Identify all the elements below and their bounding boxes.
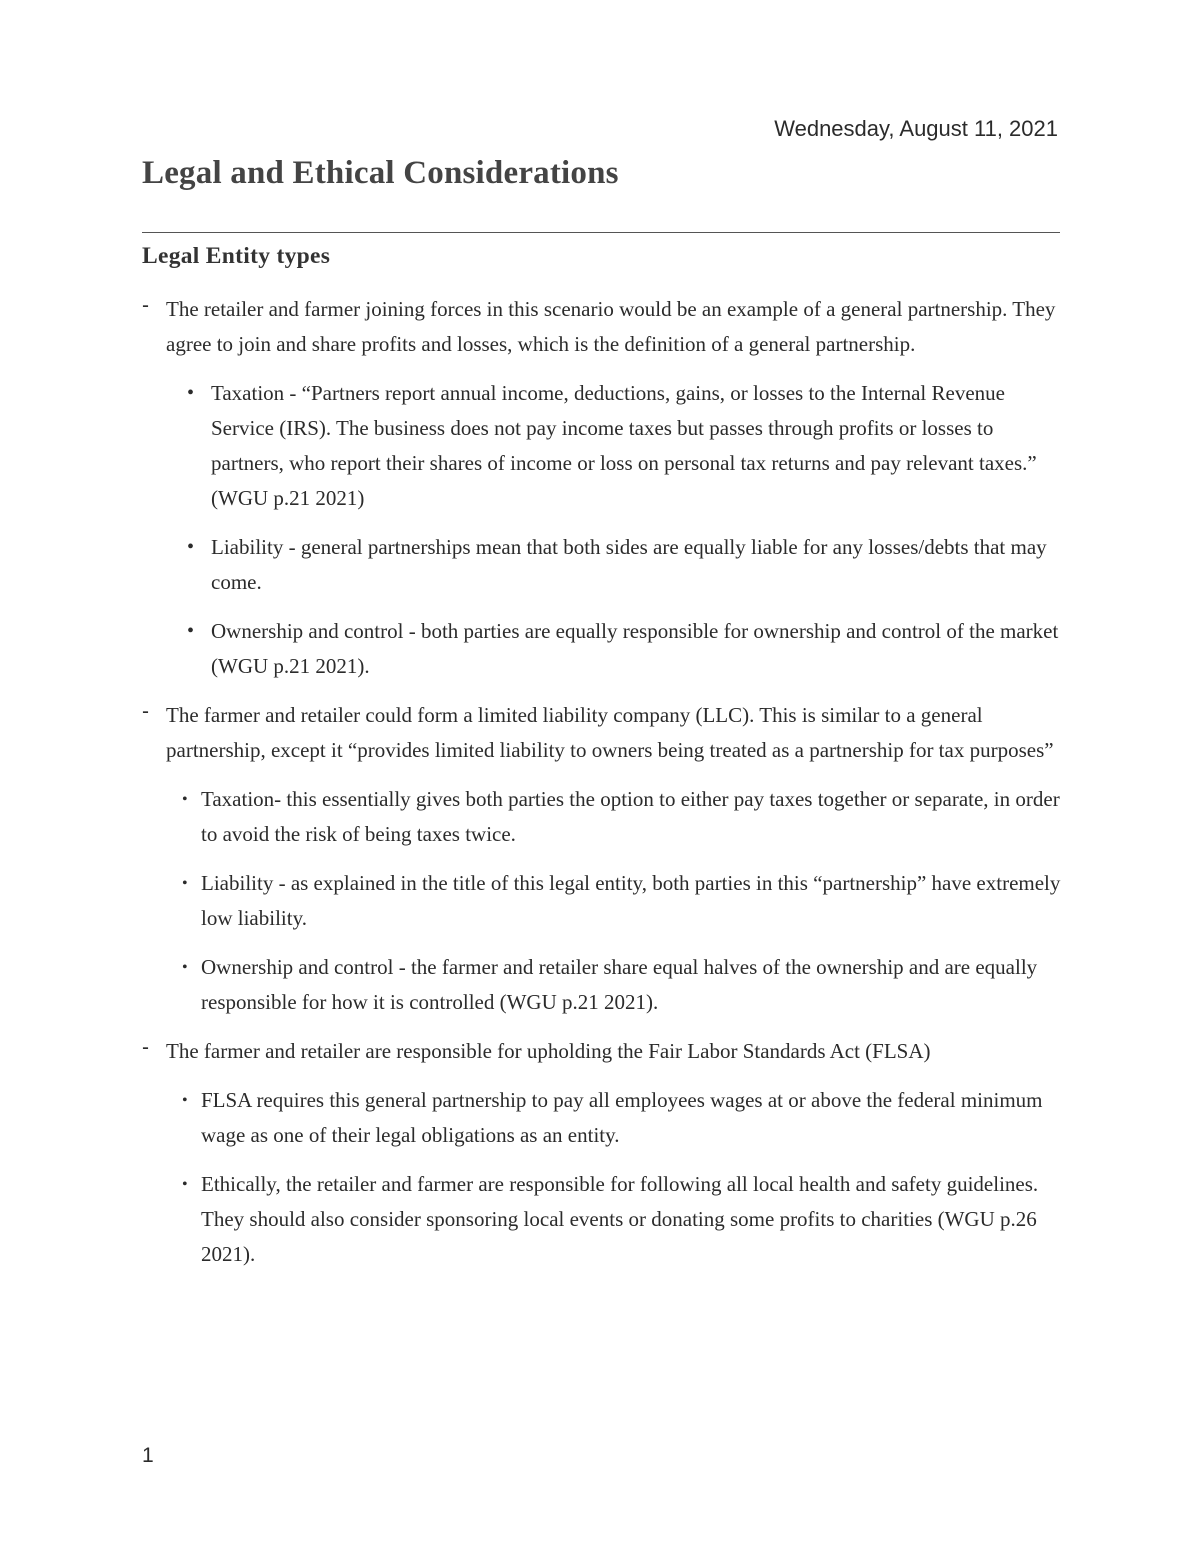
sub-list-item	[166, 530, 1067, 600]
dash-marker: -	[142, 294, 149, 317]
sub-list	[166, 782, 1067, 1020]
list-item-text: The farmer and retailer could form a limited liability company (LLC). This is similar to a general partnership, except it “provides limited liability to owners being treated as a partnership for tax purposes”	[166, 703, 1054, 762]
sub-list-item-text: Liability - general partnerships mean that both sides are equally liable for any losses/debts that may come.	[211, 535, 1047, 594]
sub-list-item-text: Liability - as explained in the title of this legal entity, both parties in this “partnership” have extremely low liability.	[201, 871, 1061, 930]
sub-list-item-text: FLSA requires this general partnership to pay all employees wages at or above the federal minimum wage as one of their legal obligations as an entity.	[201, 1088, 1043, 1147]
sub-list-item-text: Taxation- this essentially gives both parties the option to either pay taxes together or separate, in order to avoid the risk of being taxes twice.	[201, 787, 1060, 846]
dash-marker: -	[142, 700, 149, 723]
dash-marker: -	[142, 1036, 149, 1059]
bullet-marker: •	[182, 875, 188, 892]
sub-list-item-text: Ownership and control - the farmer and retailer share equal halves of the ownership and are equally responsible for how it is controlled (WGU p.21 2021).	[201, 955, 1038, 1014]
bullet-marker: •	[187, 382, 195, 404]
list-item-general-partnership	[142, 292, 1067, 684]
list-item-flsa	[142, 1034, 1067, 1272]
section-heading: Legal Entity types	[142, 243, 331, 269]
sub-list-item-text: Taxation - “Partners report annual income, deductions, gains, or losses to the Internal Revenue Service (IRS). The business does not pay income taxes but passes through profits or losses to partners, who report their shares of income or loss on personal tax returns and pay relevant taxes.” (WGU p.21 2021)	[211, 381, 1037, 510]
sub-list-item	[166, 950, 1067, 1020]
page-number: 1	[142, 1444, 154, 1467]
bullet-marker: •	[187, 536, 195, 558]
sub-list-item-text: Ethically, the retailer and farmer are responsible for following all local health and safety guidelines. They should also consider sponsoring local events or donating some profits to charities (WGU p.26 2021).	[201, 1172, 1039, 1266]
list-item-text: The retailer and farmer joining forces in this scenario would be an example of a general partnership. They agree to join and share profits and losses, which is the definition of a general partnership.	[166, 297, 1056, 356]
bullet-marker: •	[182, 1176, 188, 1193]
document-date: Wednesday, August 11, 2021	[774, 116, 1058, 141]
bullet-marker: •	[187, 620, 195, 642]
document-body	[142, 292, 1067, 1286]
sub-list	[166, 376, 1067, 684]
bullet-marker: •	[182, 791, 188, 808]
document-title: Legal and Ethical Considerations	[142, 155, 619, 191]
sub-list	[166, 1083, 1067, 1272]
bullet-marker: •	[182, 1092, 188, 1109]
sub-list-item	[166, 866, 1067, 936]
list-item-text: The farmer and retailer are responsible for upholding the Fair Labor Standards Act (FLSA)	[166, 1039, 931, 1063]
sub-list-item	[166, 614, 1067, 684]
list-item-llc	[142, 698, 1067, 1020]
sub-list-item	[166, 376, 1067, 516]
bullet-marker: •	[182, 959, 188, 976]
sub-list-item	[166, 1167, 1067, 1272]
sub-list-item	[166, 782, 1067, 852]
sub-list-item	[166, 1083, 1067, 1153]
title-divider	[142, 232, 1060, 233]
sub-list-item-text: Ownership and control - both parties are equally responsible for ownership and control of the market (WGU p.21 2021).	[211, 619, 1059, 678]
